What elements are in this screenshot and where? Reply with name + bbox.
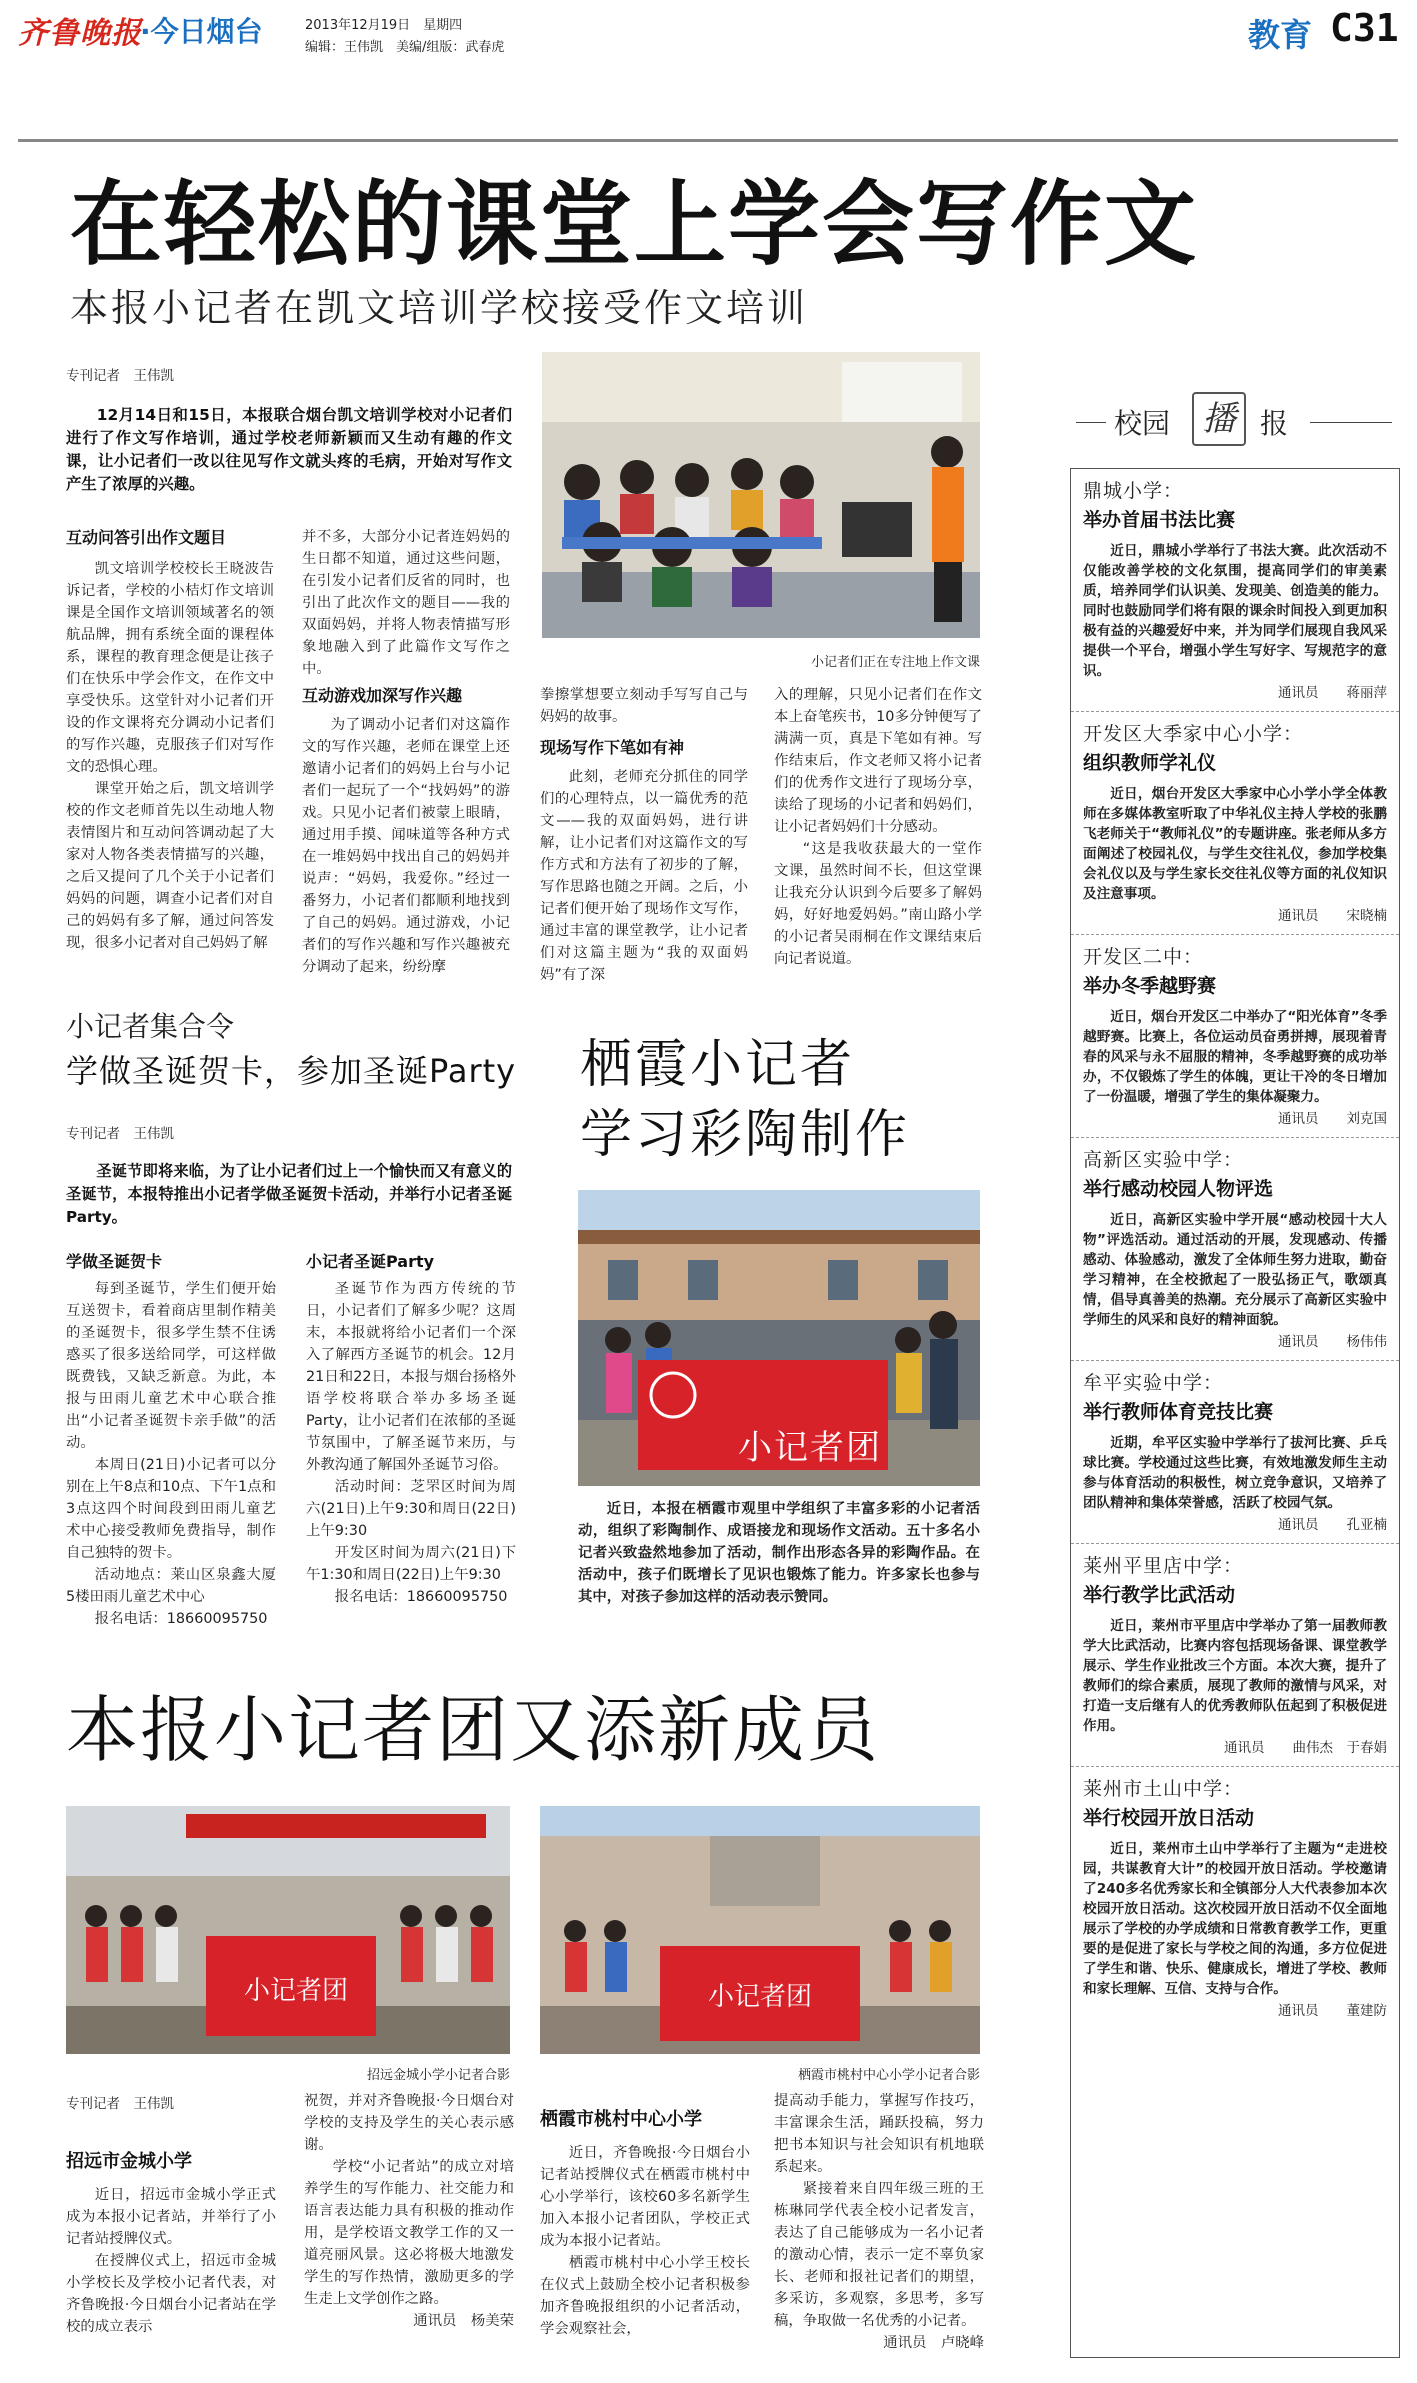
sidebar-divider: [1071, 934, 1399, 935]
art2-para-4: 报名电话：18660095750: [94, 1611, 268, 1627]
art2-kicker: 小记者集合令: [66, 1010, 235, 1043]
art4-byline: 专刊记者 王伟凯: [66, 2096, 174, 2112]
art2-para-8: 报名电话：18660095750: [334, 1589, 508, 1605]
sidebar-item-6: [1071, 1552, 1399, 1736]
art1-para-3: 并不多，大部分小记者连妈妈的生日都不知道，通过这些问题，在引发小记者们反省的同时，也引出了此次作文的题目——我的双面妈妈，并将人物表情描写形象地融入到了此篇作文写作之中。: [302, 529, 510, 677]
issue-date: 2013年12月19日 星期四: [305, 18, 463, 33]
art1-headline: 在轻松的课堂上学会写作文: [70, 171, 1199, 278]
art4-para-5: 近日，齐鲁晚报·今日烟台小记者站授牌仪式在栖霞市桃村中心小学举行，该校60多名新学生加入本报小记者团队，学校正式成为本报小记者站。: [540, 2145, 750, 2249]
sidebar-item-7: [1071, 1775, 1399, 1999]
editor-credits: 编辑：王伟凯 美编/组版：武春虎: [305, 40, 505, 55]
art1-photo: [542, 352, 980, 638]
section-category: 教育: [1248, 16, 1313, 54]
art4-rep-2: 通讯员 卢晓峰: [883, 2335, 984, 2351]
art2-lead: 圣诞节即将来临，为了让小记者们过上一个愉快而又有意义的圣诞节，本报特推出小记者学做圣诞贺卡活动，并举行小记者圣诞Party。: [66, 1162, 512, 1226]
sidebar-item-school: 鼎城小学：: [1083, 480, 1184, 502]
sidebar-item-reporter: 通讯员 董建防: [1278, 2003, 1387, 2019]
art4-para-8: 紧接着来自四年级三班的王栋琳同学代表全校小记者发言，表达了自己能够成为一名小记者的激动心情，表示一定不辜负家长、老师和报社记者们的期望，多采访，多观察，多思考，多写稿，争取做一名优秀的小记者。: [774, 2181, 984, 2329]
art2-col1: [66, 1250, 276, 1630]
sidebar-title-right: 报: [1260, 407, 1289, 440]
sidebar-item-body: 近期，牟平区实验中学举行了拔河比赛、乒乓球比赛。学校通过这些比赛，有效地激发师生主动参与体育活动的积极性，树立竞争意识，又培养了团队精神和集体荣誉感，活跃了校园气氛。: [1083, 1435, 1387, 1511]
art1-subhead: 本报小记者在凯文培训学校接受作文培训: [70, 286, 809, 330]
sidebar-item-school: 莱州市土山中学：: [1083, 1778, 1244, 1800]
art2-headline: 学做圣诞贺卡，参加圣诞Party: [66, 1052, 517, 1090]
sidebar-item-school: 开发区二中：: [1083, 946, 1204, 968]
sidebar-header: [1076, 392, 1396, 452]
page-number: C31: [1330, 6, 1399, 50]
art4-para-3: 祝贺，并对齐鲁晚报·今日烟台对学校的支持及学生的关心表示感谢。: [304, 2093, 514, 2153]
sidebar-item-reporter: 通讯员 宋晓楠: [1278, 908, 1387, 924]
art4-para-2: 在授牌仪式上，招远市金城小学校长及学校小记者代表，对齐鲁晚报·今日烟台小记者站在学校的成立表示: [66, 2253, 276, 2335]
sidebar-item-reporter: 通讯员 刘克国: [1278, 1111, 1387, 1127]
art4-photo1-banner: 小记者团: [244, 1976, 349, 2006]
sidebar-divider: [1071, 711, 1399, 712]
art4-photo-2: [540, 1806, 980, 2054]
sidebar-item-title: 举行教师体育竞技比赛: [1083, 1401, 1274, 1423]
sidebar-item-reporter: 通讯员 曲伟杰 于春娟: [1224, 1740, 1387, 1756]
art4-col3: [540, 2108, 750, 2340]
art4-headline: 本报小记者团又添新成员: [66, 1688, 881, 1772]
sidebar-item-school: 牟平实验中学：: [1083, 1372, 1224, 1394]
art2-subhead-2: 小记者圣诞Party: [306, 1252, 435, 1271]
art2-para-6: 活动时间：芝罘区时间为周六(21日)上午9:30和周日(22日)上午9:30: [306, 1479, 516, 1539]
sidebar-item-3: [1071, 943, 1399, 1107]
sidebar-item-body: 近日，烟台开发区二中举办了“阳光体育”冬季越野赛。比赛上，各位运动员奋勇拼搏，展现着青春的风采与永不屈服的精神，冬季越野赛的成功举办，不仅锻炼了学生的体魄，更让干冷的冬日增加了一份温暖，增强了学生的集体凝聚力。: [1083, 1009, 1387, 1105]
art2-para-1: 每到圣诞节，学生们便开始互送贺卡，看着商店里制作精美的圣诞贺卡，很多学生禁不住诱惑买了很多送给同学，可这样做既费钱，又缺乏新意。为此，本报与田雨儿童艺术中心联合推出“小记者圣诞贺卡亲手做”的活动。: [66, 1281, 276, 1451]
art1-photo-caption: 小记者们正在专注地上作文课: [810, 655, 980, 670]
sidebar-divider: [1071, 1137, 1399, 1138]
sidebar-item-reporter: 通讯员 蒋丽萍: [1278, 685, 1387, 701]
section-name: ·今日烟台: [140, 15, 263, 48]
sidebar-item-title: 举行校园开放日活动: [1083, 1807, 1255, 1829]
art1-lead: 12月14日和15日，本报联合烟台凯文培训学校对小记者们进行了作文写作培训，通过学校老师新颖而又生动有趣的作文课，让小记者们一改以往见写作文就头疼的毛病，开始对写作文产生了浓厚的兴趣。: [66, 406, 512, 493]
sidebar-item-body: 近日，烟台开发区大季家中心小学小学全体教师在多媒体教室听取了中华礼仪主持人学校的张鹏飞老师关于“教师礼仪”的专题讲座。张老师从多方面阐述了校园礼仪，与学生交往礼仪，参加学校集会礼仪以及与学生家长交往礼仪等方面的礼仪知识及注意事项。: [1083, 786, 1387, 902]
art4-subhead-2: 栖霞市桃村中心小学: [540, 2109, 702, 2130]
art2-para-3: 活动地点：莱山区泉鑫大厦5楼田雨儿童艺术中心: [66, 1567, 276, 1605]
art4-rep-1: 通讯员 杨美荣: [413, 2313, 514, 2329]
sidebar-item-title: 举行感动校园人物评选: [1083, 1178, 1274, 1200]
masthead-rule: [18, 139, 1398, 142]
sidebar-item-1: [1071, 477, 1399, 681]
art3-headline-line2: 学习彩陶制作: [580, 1105, 911, 1165]
art2-para-2: 本周日(21日)小记者可以分别在上午8点和10点、下午1点和3点这四个时间段到田雨儿童艺术中心接受教师免费指导，制作自己独特的贺卡。: [66, 1457, 276, 1561]
sidebar-item-school: 莱州平里店中学：: [1083, 1555, 1244, 1577]
art4-para-4: 学校“小记者站”的成立对培养学生的写作能力、社交能力和语言表达能力具有积极的推动作用，是学校语文教学工作的又一道亮丽风景。这必将极大地激发学生的写作热情，激励更多的学生走上文学创作之路。: [304, 2159, 514, 2307]
art2-para-7: 开发区时间为周六(21日)下午1:30和周日(22日)上午9:30: [306, 1545, 516, 1583]
art4-photo2-caption: 栖霞市桃村中心小学小记者合影: [797, 2068, 980, 2083]
art2-subhead-1: 学做圣诞贺卡: [66, 1252, 163, 1271]
sidebar-item-title: 举行教学比武活动: [1083, 1584, 1236, 1606]
art1-para-7: 入的理解，只见小记者们在作文本上奋笔疾书，10多分钟便写了满满一页，真是下笔如有神。写作结束后，作文老师又将小记者们的优秀作文进行了现场分享，读给了现场的小记者和妈妈们，让小记者妈妈们十分感动。: [774, 687, 982, 835]
sidebar-item-reporter: 通讯员 杨伟伟: [1278, 1334, 1387, 1350]
jincheng-group-photo: [66, 1806, 510, 2054]
sidebar-title-line-right: [1310, 422, 1392, 423]
art1-col2: [302, 526, 510, 978]
sidebar-item-body: 近日，莱州市平里店中学举办了第一届教师教学大比武活动，比赛内容包括现场备课、课堂教学展示、学生作业批改三个方面。本次大赛，提升了教师们的综合素质，展现了教师的激情与风采，对打造一支后继有人的优秀教师队伍起到了积极促进作用。: [1083, 1618, 1387, 1734]
art1-para-5: 拳擦掌想要立刻动手写写自己与妈妈的故事。: [540, 687, 748, 725]
art4-para-1: 近日，招远市金城小学正式成为本报小记者站，并举行了小记者站授牌仪式。: [66, 2187, 276, 2247]
art2-para-5: 圣诞节作为西方传统的节日，小记者们了解多少呢？这周末，本报就将给小记者们一个深入了解西方圣诞节的机会。12月21日和22日，本报与烟台扬格外语学校将联合举办多场圣诞Party，让小记者们在浓郁的圣诞节氛围中，了解圣诞节来历，与外教沟通了解国外圣诞节习俗。: [306, 1281, 516, 1473]
sidebar-item-title: 组织教师学礼仪: [1083, 752, 1217, 774]
art1-para-1: 凯文培训学校校长王晓波告诉记者，学校的小桔灯作文培训课是全国作文培训领域著名的领航品牌，拥有系统全面的课程体系，课程的教育理念便是让孩子们在快乐中学会作文，在作文中享受快乐。这堂针对小记者们开设的作文课将充分调动小记者们的写作兴趣，克服孩子们对写作文的恐惧心理。: [66, 561, 274, 775]
art1-para-8: “这是我收获最大的一堂作文课，虽然时间不长，但这堂课让我充分认识到今后要多了解妈妈，好好地爱妈妈。”南山路小学的小记者吴雨桐在作文课结束后向记者说道。: [774, 841, 982, 967]
art3-photo: [578, 1190, 980, 1486]
classroom-photo: [542, 352, 980, 638]
sidebar-item-2: [1071, 720, 1399, 904]
art4-photo1-caption: 招远金城小学小记者合影: [366, 2068, 510, 2083]
art4-subhead-1: 招远市金城小学: [66, 2151, 192, 2172]
art4-photo-1: [66, 1806, 510, 2054]
sidebar-item-school: 高新区实验中学：: [1083, 1149, 1244, 1171]
sidebar-title-mid: 播: [1192, 392, 1246, 446]
art1-byline: 专刊记者 王伟凯: [66, 368, 174, 384]
art4-col4: [774, 2090, 984, 2354]
sidebar-divider: [1071, 1360, 1399, 1361]
sidebar-title-left: 校园: [1114, 407, 1171, 440]
art2-byline: 专刊记者 王伟凯: [66, 1126, 174, 1142]
sidebar-item-title: 举办冬季越野赛: [1083, 975, 1217, 997]
sidebar-item-school: 开发区大季家中心小学：: [1083, 723, 1304, 745]
art3-headline-line1: 栖霞小记者: [580, 1035, 856, 1095]
art3-body: 近日，本报在栖霞市观里中学组织了丰富多彩的小记者活动，组织了彩陶制作、成语接龙和现场作文活动。五十多名小记者兴致盎然地参加了活动，制作出形态各异的彩陶作品。在活动中，孩子们既增长了见识也锻炼了能力。许多家长也参与其中，对孩子参加这样的活动表示赞同。: [578, 1501, 980, 1605]
sidebar-box: [1070, 468, 1400, 2358]
sidebar-item-title: 举办首届书法比赛: [1083, 509, 1236, 531]
taocun-group-photo: [540, 1806, 980, 2054]
art4-para-6: 栖霞市桃村中心小学王校长在仪式上鼓励全校小记者积极参加齐鲁晚报组织的小记者活动，学会观察社会，: [540, 2255, 750, 2337]
paper-logo: 齐鲁晚报: [18, 16, 142, 51]
sidebar-title-line-left: [1076, 422, 1106, 423]
art2-col2: [306, 1250, 516, 1608]
art1-subhead-1: 互动问答引出作文题目: [66, 528, 227, 547]
art1-col1: [66, 526, 274, 954]
art4-photo2-banner: 小记者团: [708, 1982, 813, 2012]
sidebar-item-4: [1071, 1146, 1399, 1330]
sidebar-divider: [1071, 1543, 1399, 1544]
art1-subhead-2: 互动游戏加深写作兴趣: [302, 686, 463, 705]
sidebar-divider: [1071, 1766, 1399, 1767]
sidebar-item-body: 近日，鼎城小学举行了书法大赛。此次活动不仅能改善学校的文化氛围，提高同学们的审美素质，培养同学们认识美、发现美、创造美的能力。同时也鼓励同学们将有限的课余时间投入到更加积极有益的兴趣爱好中来，并为同学们展现自我风采提供一个平台，增强小学生写好字、写规范字的意识。: [1083, 543, 1387, 679]
art1-subhead-3: 现场写作下笔如有神: [540, 738, 685, 757]
art1-para-6: 此刻，老师充分抓住的同学们的心理特点，以一篇优秀的范文——我的双面妈妈，进行讲解，让小记者们对这篇作文的写作方式和方法有了初步的了解，写作思路也随之开阔。之后，小记者们便开始了现场作文写作，通过丰富的课堂教学，让小记者们对这篇主题为“我的双面妈妈”有了深: [540, 769, 748, 983]
sidebar-item-5: [1071, 1369, 1399, 1513]
masthead: [0, 0, 1417, 80]
sidebar-item-body: 近日，莱州市土山中学举行了主题为“走进校园，共谋教育大计”的校园开放日活动。学校邀请了240多名优秀家长和全镇部分人大代表参加本次校园开放日活动。这次校园开放日活动不仅全面地展示了学校的办学成绩和日常教育教学工作，更重要的是促进了家长与学校之间的沟通，多方位促进了学生和谐、快乐、健康成长，增进了学校、教师和家长理解、互信、支持与合作。: [1083, 1841, 1387, 1997]
art3-banner-text: 小记者团: [738, 1428, 882, 1468]
art1-col3: [540, 684, 748, 986]
art4-col1: [66, 2150, 276, 2338]
art1-col4: [774, 684, 982, 970]
art1-para-2: 课堂开始之后，凯文培训学校的作文老师首先以生动地人物表情图片和互动问答调动起了大家对人物各类表情描写的兴趣，之后又提问了几个关于小记者们妈妈的问题，调查小记者们对自己的妈妈有多了解，通过问答发现，很多小记者对自己妈妈了解: [66, 781, 274, 951]
art4-para-7: 提高动手能力，掌握写作技巧，丰富课余生活，踊跃投稿，努力把书本知识与社会知识有机地联系起来。: [774, 2093, 984, 2175]
sidebar-item-reporter: 通讯员 孔亚楠: [1278, 1517, 1387, 1533]
art4-col2: [304, 2090, 514, 2332]
sidebar-item-body: 近日，高新区实验中学开展“感动校园十大人物”评选活动。通过活动的开展，发现感动、传播感动、体验感动，激发了全体师生努力进取，勤奋学习精神，在全校掀起了一股弘扬正气，歌颂真情，倡导真善美的热潮。充分展示了高新区实验中学师生的风采和良好的精神面貌。: [1083, 1212, 1387, 1328]
art1-para-4: 为了调动小记者们对这篇作文的写作兴趣，老师在课堂上还邀请小记者们的妈妈上台与小记者们一起玩了一个“找妈妈”的游戏。只见小记者们被蒙上眼睛，通过用手摸、闻味道等各种方式在一堆妈妈中找出自己的妈妈并说声：“妈妈，我爱你。”经过一番努力，小记者们都顺利地找到了自己的妈妈。通过游戏，小记者们的写作兴趣和写作兴趣被充分调动了起来，纷纷摩: [302, 717, 510, 975]
